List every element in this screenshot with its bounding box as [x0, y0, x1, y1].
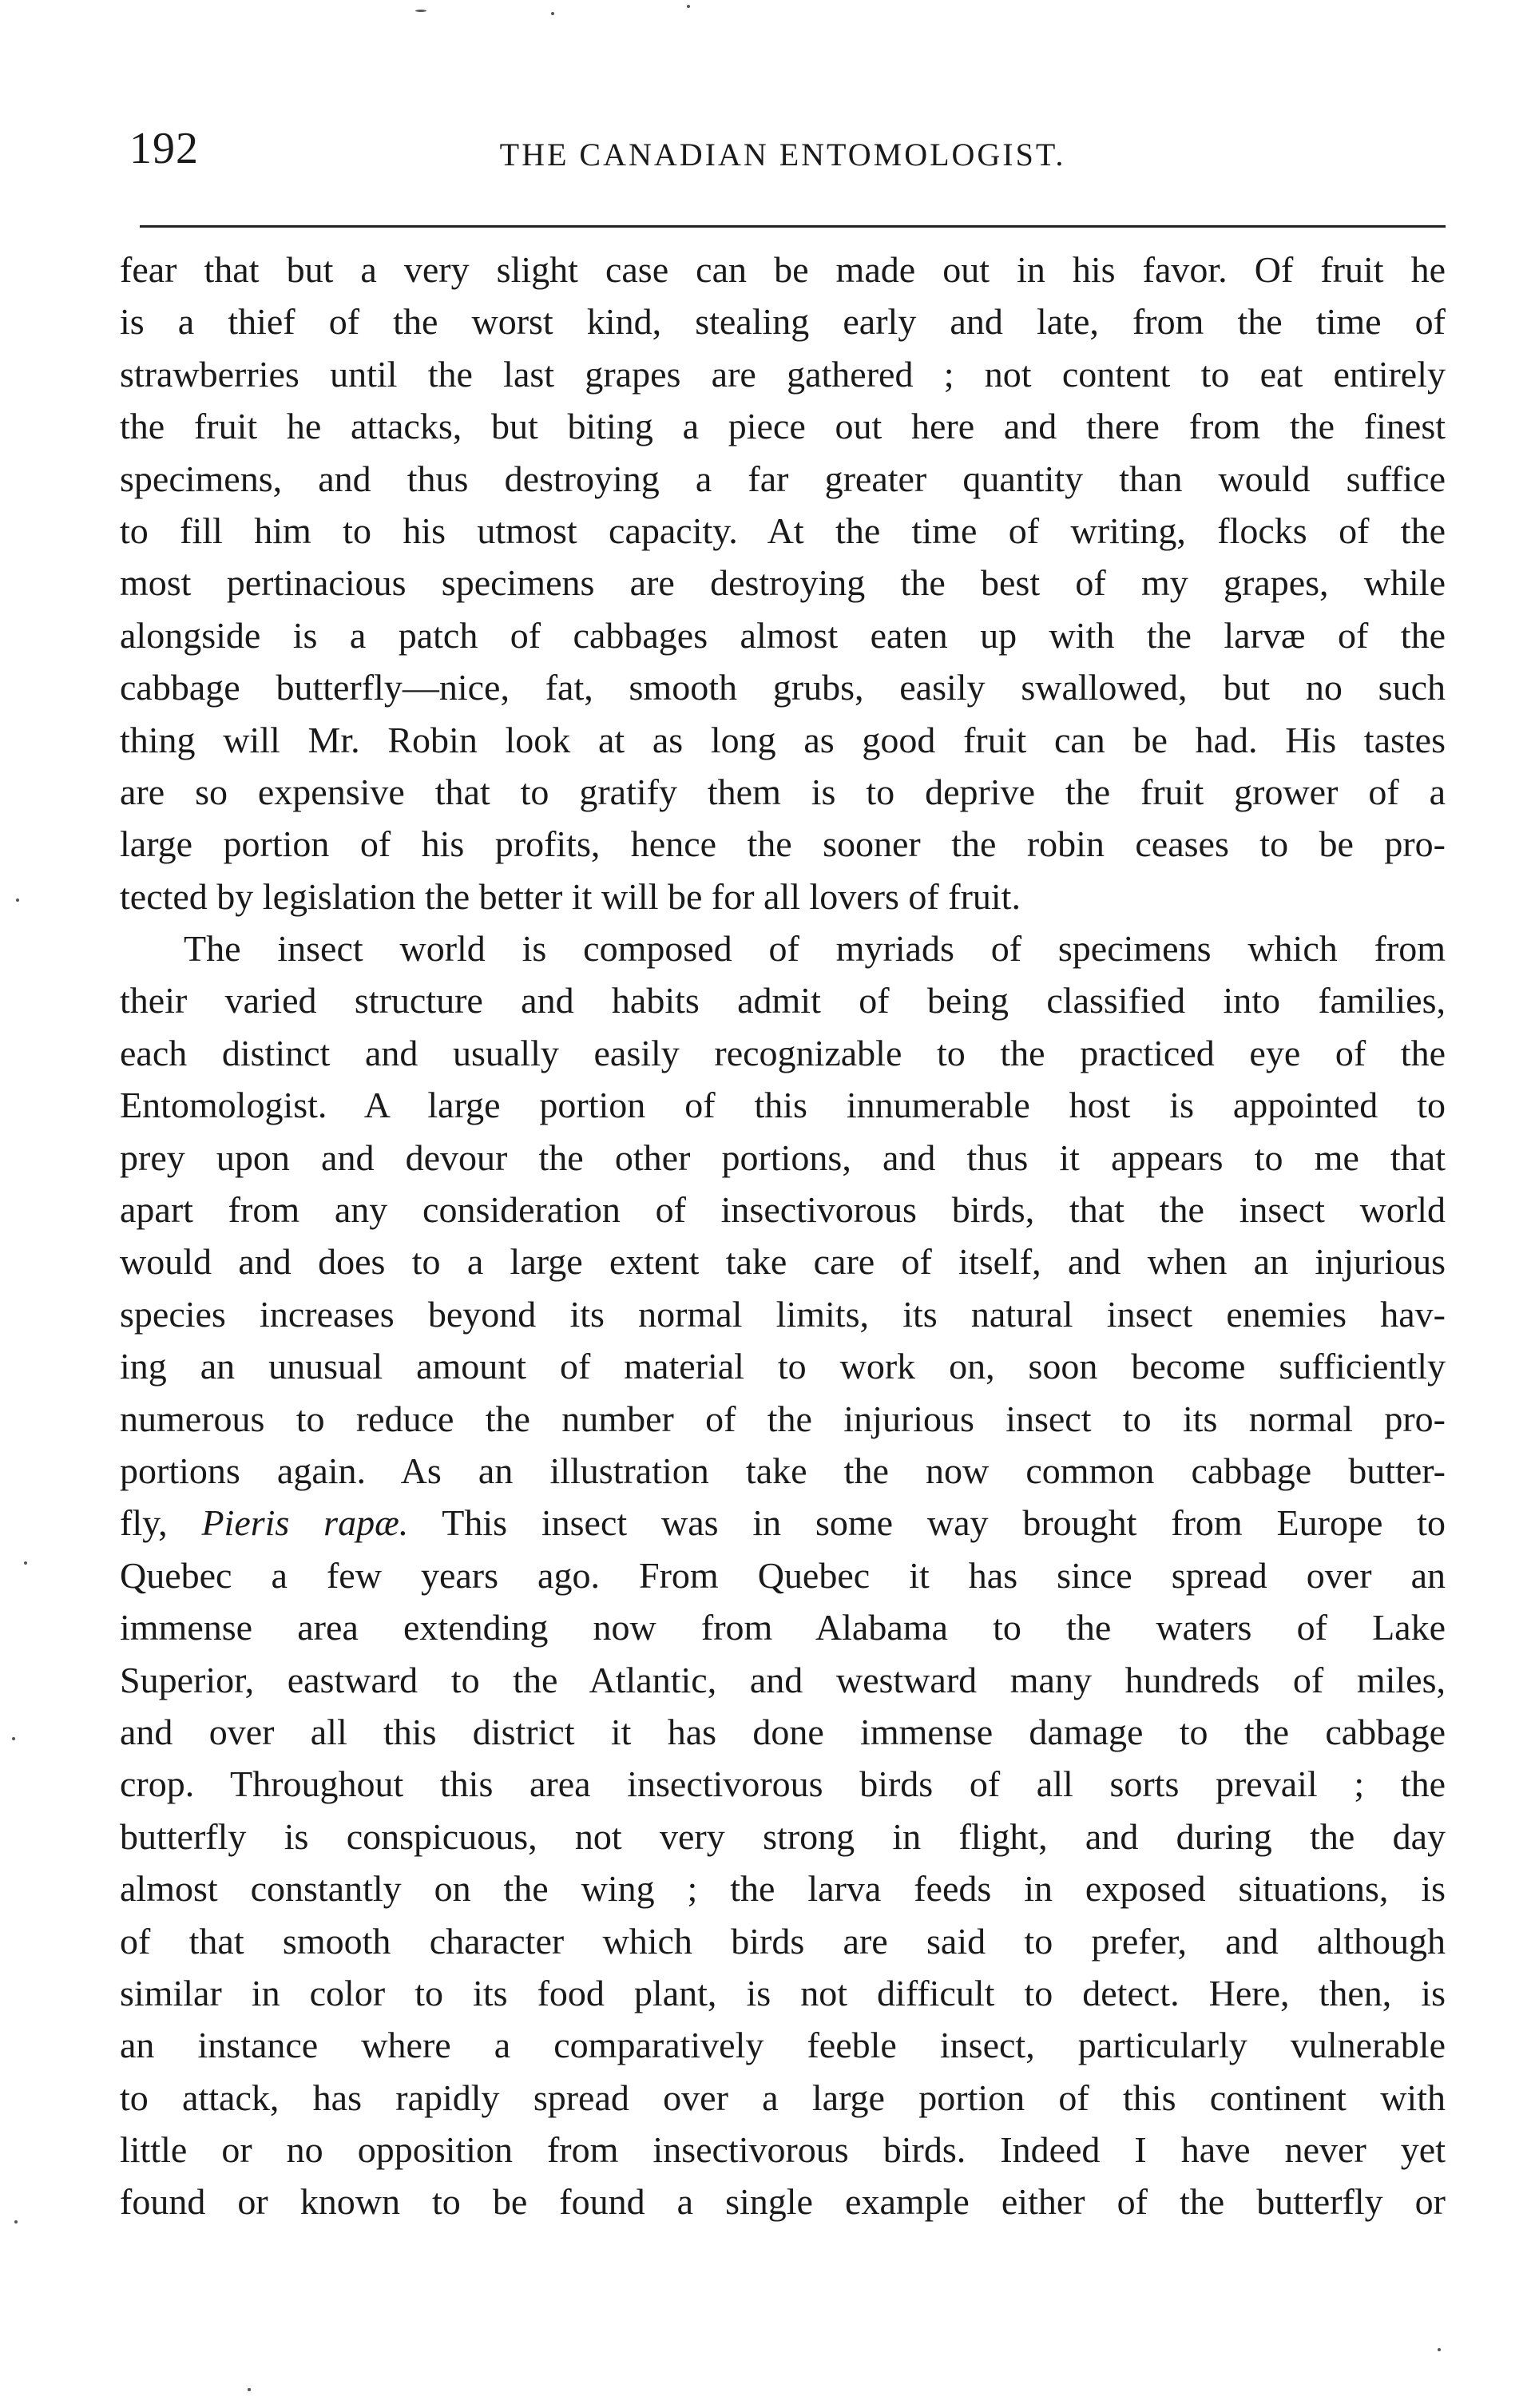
text-line: thing will Mr. Robin look at as long as good fruit can be had. His tastes	[120, 719, 1446, 760]
text-line-species	[120, 1497, 1446, 1549]
text-line: Quebec a few years ago. From Quebec it has since spread over an	[120, 1554, 1446, 1596]
text-fragment: fly,	[120, 1502, 202, 1544]
text-line: crop. Throughout this area insectivorous birds of all sorts prevail ; the	[120, 1763, 1446, 1805]
text-line: of that smooth character which birds are said to prefer, and although	[120, 1920, 1446, 1962]
text-line: the fruit he attacks, but biting a piece out here and there from the finest	[120, 406, 1446, 447]
paragraph-2	[120, 922, 1446, 2228]
text-line: would and does to a large extent take care of itself, and when an injurious	[120, 1241, 1446, 1283]
text-line: and over all this district it has done immense damage to the cabbage	[120, 1711, 1446, 1752]
text-line: alongside is a patch of cabbages almost eaten up with the larvæ of the	[120, 614, 1446, 656]
text-line: are so expensive that to gratify them is to deprive the fruit grower of a	[120, 771, 1446, 812]
text-line: most pertinacious specimens are destroying the best of my grapes, while	[120, 562, 1446, 604]
text-line: butterfly is conspicuous, not very strong in flight, and during the day	[120, 1815, 1446, 1857]
text-line: fear that but a very slight case can be made out in his favor. Of fruit he	[120, 249, 1446, 290]
text-line: little or no opposition from insectivorous birds. Indeed I have never yet	[120, 2129, 1446, 2171]
text-line: ing an unusual amount of material to work on, soon become sufficiently	[120, 1346, 1446, 1387]
text-line: strawberries until the last grapes are gathered ; not content to eat entirely	[120, 353, 1446, 395]
text-line: portions again. As an illustration take the now common cabbage butter-	[120, 1450, 1446, 1491]
text-line: cabbage butterfly—nice, fat, smooth grubs, easily swallowed, but no such	[120, 667, 1446, 708]
text-line: The insect world is composed of myriads of specimens which from	[184, 928, 1446, 970]
text-line: their varied structure and habits admit of being classified into families,	[120, 980, 1446, 1022]
text-line: species increases beyond its normal limits, its natural insect enemies hav-	[120, 1293, 1446, 1335]
text-line: numerous to reduce the number of the injurious insect to its normal pro-	[120, 1398, 1446, 1439]
page-number: 192	[129, 124, 199, 173]
text-line: found or known to be found a single example either of the butterfly or	[120, 2181, 1446, 2223]
text-line: Entomologist. A large portion of this innumerable host is appointed to	[120, 1085, 1446, 1126]
text-line: almost constantly on the wing ; the larva feeds in exposed situations, is	[120, 1868, 1446, 1910]
species-name-italic: Pieris rapæ.	[201, 1502, 409, 1544]
text-line: an instance where a comparatively feeble insect, particularly vulnerable	[120, 2025, 1446, 2066]
text-line: to fill him to his utmost capacity. At the time of writing, flocks of the	[120, 510, 1446, 551]
text-line: tected by legislation the better it will be for all lovers of fruit.	[120, 875, 1021, 917]
text-line: similar in color to its food plant, is not difficult to detect. Here, then, is	[120, 1972, 1446, 2013]
body-text	[120, 244, 1446, 2228]
text-line: each distinct and usually easily recognizable to the practiced eye of the	[120, 1032, 1446, 1073]
text-line: prey upon and devour the other portions, and thus it appears to me that	[120, 1137, 1446, 1178]
text-fragment: This insect was in some way brought from Europe to	[408, 1502, 1446, 1544]
text-line: is a thief of the worst kind, stealing early and late, from the time of	[120, 301, 1446, 343]
text-line: apart from any consideration of insectivorous birds, that the insect world	[120, 1189, 1446, 1231]
text-line: Superior, eastward to the Atlantic, and westward many hundreds of miles,	[120, 1659, 1446, 1700]
text-line: specimens, and thus destroying a far greater quantity than would suffice	[120, 458, 1446, 499]
text-line: large portion of his profits, hence the sooner the robin ceases to be pro-	[120, 823, 1446, 865]
header-rule	[140, 225, 1446, 228]
text-line: to attack, has rapidly spread over a large portion of this continent with	[120, 2077, 1446, 2118]
page-header	[120, 120, 1446, 184]
text-line: immense area extending now from Alabama to the waters of Lake	[120, 1607, 1446, 1648]
running-title: THE CANADIAN ENTOMOLOGIST.	[499, 137, 1066, 173]
paragraph-1	[120, 244, 1446, 922]
